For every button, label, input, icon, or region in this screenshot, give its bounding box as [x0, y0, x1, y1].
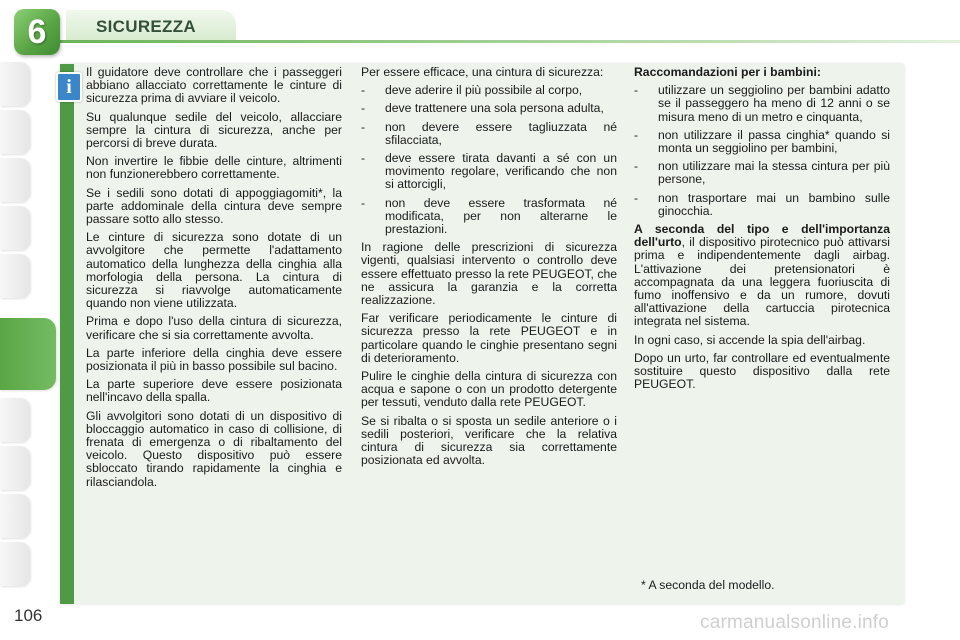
header — [0, 0, 960, 60]
paragraph: Su qualunque sedile del veicolo, allacciare sempre la cintura di sicurezza, anche per percorsi di breve durata. — [86, 109, 342, 151]
list-item: - non utilizzare il passa cinghia* quando si monta un seggiolino per bambini, — [634, 127, 890, 156]
chapter-number: 6 — [27, 12, 47, 51]
watermark: carmanualsonline.info — [700, 612, 890, 633]
footnote: * A seconda del modello. — [641, 578, 775, 592]
chapter-tab-4[interactable] — [0, 206, 30, 250]
list-item: - non devere essere tagliuzzata né sfilacciata, — [361, 119, 617, 147]
chapter-tab-10[interactable] — [0, 542, 30, 586]
section-heading: Raccomandazioni per i bambini: — [634, 65, 821, 79]
paragraph: La parte superiore deve essere posizionata nell'incavo della spalla. — [86, 377, 342, 405]
paragraph: Il guidatore deve controllare che i passeggeri abbiano allacciato correttamente le cinture di sicurezza prima di avviare il veicolo. — [86, 65, 342, 106]
paragraph: Pulire le cinghie della cintura di sicurezza con acqua e sapone o con un prodotto detergente per tessuti, venduto dalla rete PEUGEOT. — [361, 369, 617, 410]
panel-stripe — [60, 64, 74, 604]
chapter-tab-6-active[interactable] — [0, 318, 56, 390]
list-item: - deve essere tirata davanti a sé con un movimento regolare, verificando che non si attorcigli, — [361, 151, 617, 192]
chapter-title: SICUREZZA — [96, 17, 196, 36]
chapter-tab-3[interactable] — [0, 158, 30, 202]
list-item: - non deve essere trasformata né modificata, per non alterarne le prestazioni. — [361, 195, 617, 237]
paragraph: Le cinture di sicurezza sono dotate di un avvolgitore che permette l'adattamento automatico della lunghezza della cinghia alla morfologia della persona. La cintura di sicurezza si riavvolge automaticamente quando non viene utilizzata. — [86, 230, 342, 311]
paragraph: In ogni caso, si accende la spia dell'airbag. — [634, 332, 866, 347]
list-item: - non utilizzare mai la stessa cintura per più persone, — [634, 159, 890, 187]
info-icon — [56, 72, 82, 102]
paragraph: Far verificare periodicamente le cinture di sicurezza presso la rete PEUGEOT e in particolare quando le cinghie presentano segni di deterioramento. — [361, 311, 617, 365]
paragraph: A seconda del tipo e dell'importanza dell'urto, il dispositivo pirotecnico può attivarsi prima e indipendentemente dagli airbag. L'attivazione dei pretensionatori è accompagnata da una leggera fuoriuscita di fumo inoffensivo e da un rumore, dovuti all'attivazione della cartuccia pirotecnica integrata nel sistema. — [634, 222, 890, 329]
chapter-tab-2[interactable] — [0, 110, 30, 154]
chapter-badge — [14, 9, 60, 55]
requirement-list — [361, 84, 617, 236]
paragraph: Se si ribalta o si sposta un sedile anteriore o i sedili posteriori, verificare che la relativa cintura di sicurezza sia correttamente posizionata ed avvolta. — [361, 413, 617, 468]
info-icon-glyph: i — [66, 75, 72, 98]
paragraph: Prima e dopo l'uso della cintura di sicurezza, verificare che si sia correttamente avvolta. — [86, 314, 342, 342]
paragraph: La parte inferiore della cinghia deve essere posizionata il più in basso possibile sul bacino. — [86, 345, 342, 374]
list-item: - non trasportare mai un bambino sulle ginocchia. — [634, 190, 890, 218]
chapter-tab-8[interactable] — [0, 446, 30, 490]
paragraph: Gli avvolgitori sono dotati di un dispositivo di bloccaggio automatico in caso di collisione, di frenata di emergenza o di ribaltamento del veicolo. Questo dispositivo può essere sbloccato tirando rapidamente la cinghia e rilasciandola. — [86, 408, 342, 489]
text-column-3 — [634, 66, 890, 396]
text-column-1 — [86, 66, 342, 494]
paragraph: Non invertire le fibbie delle cinture, altrimenti non funzionerebbero correttamente. — [86, 154, 342, 182]
paragraph: Dopo un urto, far controllare ed eventualmente sostituire questo dispositivo dalla rete PEUGEOT. — [634, 350, 890, 392]
chapter-tab-9[interactable] — [0, 494, 30, 538]
list-item: - deve aderire il più possibile al corpo, — [361, 83, 583, 98]
paragraph: Se i sedili sono dotati di appoggiagomiti*, la parte addominale della cintura deve sempre passare sotto allo stesso. — [86, 185, 342, 227]
chapter-tab-7[interactable] — [0, 398, 30, 442]
chapter-tab-5[interactable] — [0, 254, 30, 298]
list-item: - deve trattenere una sola persona adulta, — [361, 101, 604, 116]
list-item: - utilizzare un seggiolino per bambini adatto se il passeggero ha meno di 12 anni o se misura meno di un metro e cinquanta, — [634, 83, 890, 124]
paragraph: In ragione delle prescrizioni di sicurezza vigenti, qualsiasi intervento o controllo deve essere effettuato presso la rete PEUGEOT, che ne assicura la garanzia e la corretta realizzazione. — [361, 240, 617, 308]
paragraph: Per essere efficace, una cintura di sicurezza: — [361, 65, 604, 79]
page-number: 106 — [14, 606, 43, 625]
header-divider — [60, 40, 960, 43]
text-column-2 — [361, 66, 617, 472]
chapter-tab-1[interactable] — [0, 62, 30, 106]
recommendation-list — [634, 84, 890, 218]
